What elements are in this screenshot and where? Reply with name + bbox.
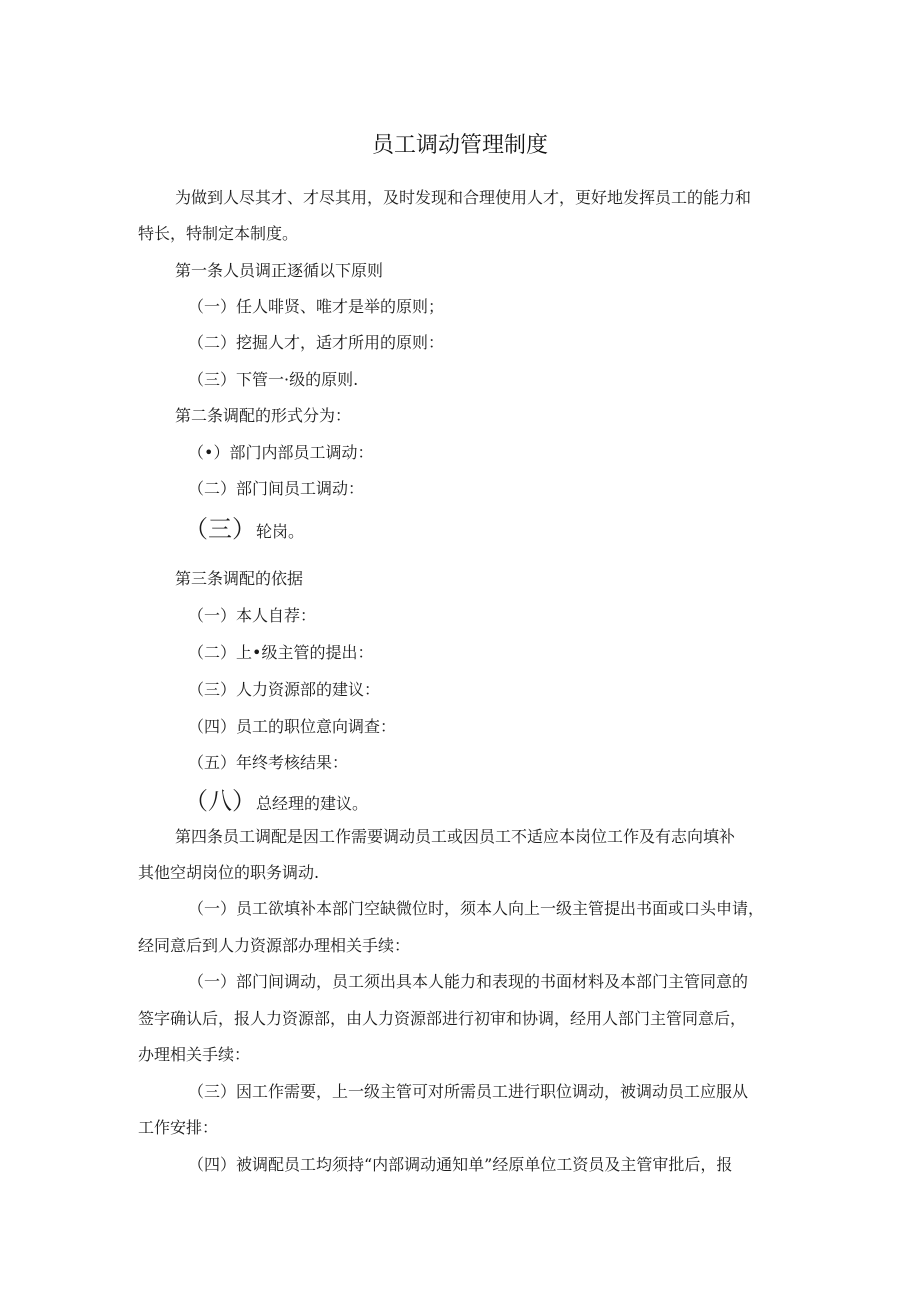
article-3-item-6-marker: （八） xyxy=(184,787,256,815)
article-4-line-2: 其他空胡岗位的职务调动. xyxy=(138,863,320,882)
article-3-item-5: （五）年终考核结果： xyxy=(188,753,349,772)
document-title: 员工调动管理制度 xyxy=(371,133,548,158)
article-2-item-3 xyxy=(184,512,304,549)
article-3-item-3: （三）人力资源部的建议： xyxy=(188,680,381,699)
article-3-item-6 xyxy=(184,784,368,821)
article-4-item-1-line-1: （一）员工欲填补本部门空缺微位时，须本人向上一级主管提出书面或口头申请， xyxy=(188,899,765,918)
article-2-item-3-text: 轮岗。 xyxy=(256,522,305,541)
article-3-item-4: （四）员工的职位意向调查： xyxy=(188,717,397,736)
article-4-item-2-line-3: 办理相关手续： xyxy=(138,1045,251,1064)
article-1-item-1: （一）任人啡贤、唯才是举的原则； xyxy=(188,297,445,316)
article-2-item-1: （•）部门内部员工调动： xyxy=(188,443,374,462)
article-2-heading: 第二条调配的形式分为： xyxy=(175,406,352,425)
article-3-item-2: （二）上•级主管的提出： xyxy=(188,643,374,662)
article-4-item-1-line-2: 经同意后到人力资源部办理相关手续： xyxy=(138,936,411,955)
article-4-item-2-line-2: 签字确认后，报人力资源部，由人力资源部进行初审和协调，经用人部门主管同意后， xyxy=(138,1009,747,1028)
intro-line-2: 特长，特制定本制度。 xyxy=(138,224,299,243)
article-4-item-3-line-1: （三）因工作需要，上一级主管可对所需员工进行职位调动，被调动员工应服从 xyxy=(188,1082,749,1101)
article-1-heading: 第一条人员调正逐循以下原则 xyxy=(175,261,384,280)
article-4-item-4-line-1: （四）被调配员工均须持“内部调动通知单”经原单位工资员及主管审批后，报 xyxy=(188,1155,733,1174)
article-1-item-2: （二）挖掘人才，适才所用的原则： xyxy=(188,333,445,352)
article-2-item-3-marker: （三） xyxy=(184,515,256,543)
article-1-item-3: （三）下管一·级的原则. xyxy=(188,370,359,389)
intro-line-1: 为做到人尽其才、才尽其用，及时发现和合理使用人才，更好地发挥员工的能力和 xyxy=(175,188,752,207)
article-4-line-1: 第四条员工调配是因工作需要调动员工或因员工不适应本岗位工作及有志向填补 xyxy=(175,827,736,846)
article-4-item-2-line-1: （一）部门间调动，员工须出具本人能力和表现的书面材料及本部门主管同意的 xyxy=(188,972,749,991)
article-3-item-1: （一）本人自荐： xyxy=(188,606,317,625)
article-3-item-6-text: 总经理的建议。 xyxy=(256,794,369,813)
article-2-item-2: （二）部门间员工调动： xyxy=(188,479,365,498)
article-3-heading: 第三条调配的依据 xyxy=(175,569,304,588)
article-4-item-3-line-2: 工作安排： xyxy=(138,1118,219,1137)
